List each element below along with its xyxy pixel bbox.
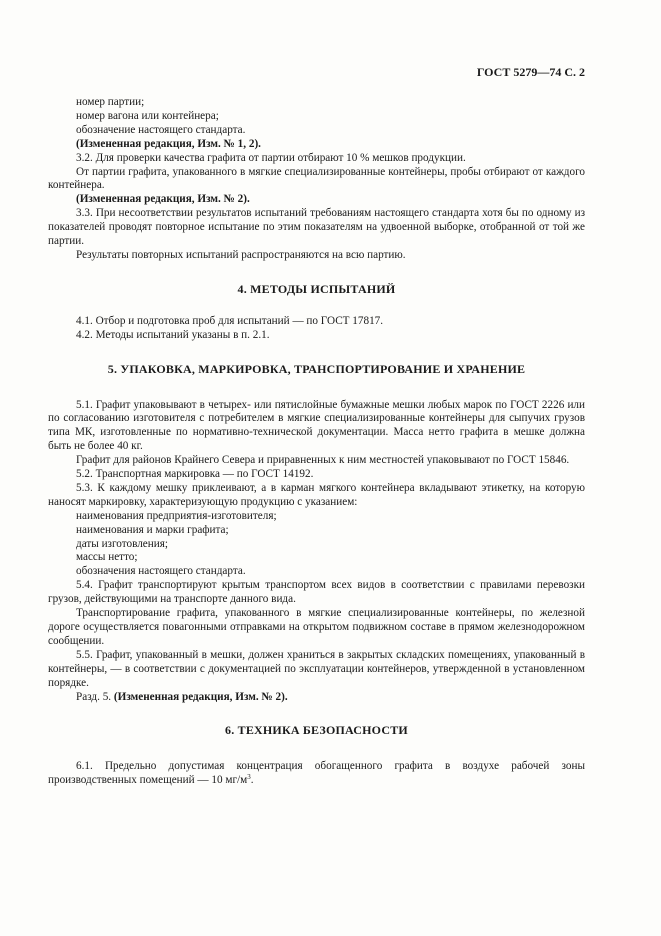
paragraph-5-1: 5.1. Графит упаковывают в четырех- или пятислойные бумажные мешки любых марок по ГОСТ 2226 или по согласованию изготовителя с потребителем в мягкие специализированные контейнеры для сыпучих грузов типа МК, изготовленные по нормативно-технической документации. Масса нетто графита в мешке должна быть не более 40 кг. xyxy=(48,398,585,453)
list-item: даты изготовления; xyxy=(76,537,168,550)
amendment-note: (Измененная редакция, Изм. № 1, 2). xyxy=(76,137,261,150)
paragraph-5-3: 5.3. К каждому мешку приклеивают, а в карман мягкого контейнера вкладывают этикетку, на которую наносят маркировку, характеризующую продукцию с указанием: xyxy=(48,481,585,508)
paragraph-5-4: 5.4. Графит транспортируют крытым транспортом всех видов в соответствии с правилами перевозки грузов, действующими на транспорте данного вида. xyxy=(48,579,585,606)
page-content xyxy=(48,96,585,788)
section-6-title: 6. ТЕХНИКА БЕЗОПАСНОСТИ xyxy=(225,723,408,738)
list-item: номер партии; xyxy=(76,96,145,108)
paragraph-4-1: 4.1. Отбор и подготовка проб для испытаний — по ГОСТ 17817. xyxy=(76,314,384,327)
page-header: ГОСТ 5279—74 С. 2 xyxy=(476,65,585,79)
paragraph-6-1: 6.1. Предельно допустимая концентрация обогащенного графита в воздухе рабочей зоны производственных помещений — 10 $мг/м^3$. xyxy=(48,760,585,787)
amendment-note: (Измененная редакция, Изм. № 2). xyxy=(76,193,250,206)
list-item: массы нетто; xyxy=(76,551,138,564)
amendment-text: (Измененная редакция, Изм. № 2). xyxy=(113,690,288,703)
amendment-note xyxy=(48,691,585,705)
paragraph-3-2: 3.2. Для проверки качества графита от партии отбирают 10 % мешков продукции. xyxy=(76,151,466,164)
list-item: номер вагона или контейнера; xyxy=(76,109,219,122)
paragraph: Результаты повторных испытаний распространяются на всю партию. xyxy=(76,248,406,261)
paragraph-3-3: 3.3. При несоответствии результатов испытаний требованиям настоящего стандарта хотя бы по одному из показателей проводят повторное испытание по этим показателям на удвоенной выборке, отобранной от той же партии. xyxy=(48,207,585,248)
list-item: обозначение настоящего стандарта. xyxy=(76,123,246,136)
paragraph: Графит для районов Крайнего Севера и приравненных к ним местностей упаковывают по ГОСТ 15846. xyxy=(76,454,570,467)
superscript: 3 xyxy=(247,773,251,782)
paragraph: Транспортирование графита, упакованного в мягкие специализированные контейнеры, по железной дороге осуществляется повагонными отправками на открытом подвижном составе в прямом железнодорожном сообщении. xyxy=(48,607,585,647)
paragraph-5-2: 5.2. Транспортная маркировка — по ГОСТ 14192. xyxy=(76,468,314,481)
list-item: наименования и марки графита; xyxy=(76,523,229,536)
list-item: обозначения настоящего стандарта. xyxy=(76,565,246,578)
paragraph: От партии графита, упакованного в мягкие специализированные контейнеры, пробы отбирают от каждого контейнера. xyxy=(48,165,585,192)
paragraph-5-5: 5.5. Графит, упакованный в мешки, должен храниться в закрытых складских помещениях, упакованный в контейнеры, — в соответствии с документацией по эксплуатации контейнеров, утвержденной в установленном порядке. xyxy=(48,648,585,689)
list-item: наименования предприятия-изготовителя; xyxy=(76,509,277,522)
section-4-title: 4. МЕТОДЫ ИСПЫТАНИЙ xyxy=(237,281,396,296)
section-ref: Разд. 5. xyxy=(76,690,112,703)
paragraph-4-2: 4.2. Методы испытаний указаны в п. 2.1. xyxy=(76,328,270,341)
section-5-title: 5. УПАКОВКА, МАРКИРОВКА, ТРАНСПОРТИРОВАНИЕ И ХРАНЕНИЕ xyxy=(107,361,526,376)
